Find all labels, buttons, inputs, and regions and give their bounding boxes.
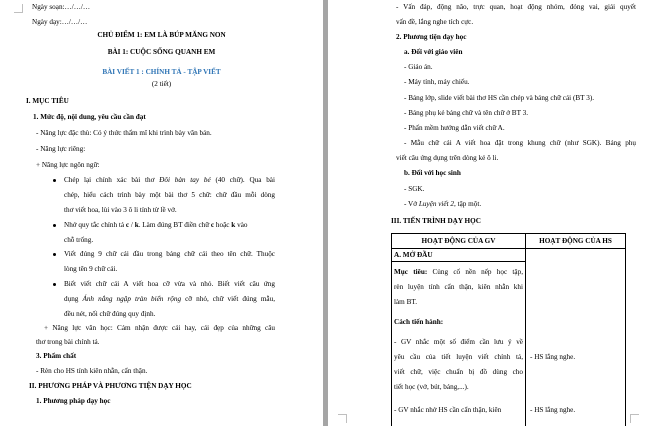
- hs-response-1: - HS lắng nghe.: [530, 353, 576, 361]
- so-tiet: (2 tiết): [151, 80, 172, 88]
- bullet-dot: [53, 179, 56, 182]
- gv-item-3: - Bảng lớp, slide viết bài thơ HS cần chép và bảng chữ cái (BT 3).: [404, 94, 595, 102]
- lesson-plan-table: [391, 233, 626, 426]
- gv-step-1-line-3: viết chữ, việc chuẩn bị đồ dùng cho: [394, 368, 523, 376]
- subsection-phuong-tien: 2. Phương tiện dạy học: [396, 33, 467, 41]
- bai-viet-title: BÀI VIẾT 1 : CHÍNH TẢ - TẬP VIẾT: [102, 68, 221, 76]
- bullet-1-line-2: chép, hiểu cách trình bày một bài thơ 5 chữ: chữ đầu mỗi dòng: [64, 191, 275, 199]
- muc-tieu-line-3: làm BT.: [394, 298, 418, 306]
- ren-luyen: - Rèn cho HS tính kiên nhẫn, cẩn thận.: [36, 367, 148, 375]
- ngay-soan: Ngày soạn:…/…/…: [32, 3, 91, 11]
- margin-corner-mark: [630, 414, 639, 423]
- bullet-2-line-1: Nhớ quy tắc chính tả c / k. Làm đúng BT điền chữ c hoặc k vào: [64, 221, 248, 229]
- nl-van-hoc-line-2: thơ trong bài chính tả.: [36, 338, 100, 346]
- hs-response-2: - HS lắng nghe.: [530, 406, 576, 414]
- subsection-pham-chat: 3. Phẩm chất: [36, 352, 77, 360]
- chu-diem-title: CHỦ ĐIỂM 1: EM LÀ BÚP MĂNG NON: [97, 31, 226, 39]
- header-hs: HOẠT ĐỘNG CỦA HS: [526, 234, 626, 249]
- margin-corner-mark: [14, 4, 23, 13]
- section-ii: II. PHƯƠNG PHÁP VÀ PHƯƠNG TIỆN DẠY HỌC: [29, 382, 192, 390]
- gv-item-5: - Phấn mềm hướng dẫn viết chữ A.: [404, 124, 505, 132]
- hs-item-2: - Vở Luyện viết 2, tập một.: [404, 200, 482, 208]
- hs-activity-cell: [526, 249, 626, 426]
- gv-step-2-line-1: - GV nhắc nhở HS cần cẩn thận, kiên: [394, 406, 502, 414]
- ngay-day: Ngày dạy:…/…/…: [32, 18, 88, 26]
- gv-step-1-line-4: tiết học (vở, bút, bảng,...).: [394, 383, 469, 391]
- nl-dac-thu: - Năng lực đặc thù: Có ý thức thẩm mĩ khi trình bày văn bản.: [36, 129, 212, 137]
- muc-tieu-line-1: Mục tiêu: Củng cố nền nếp học tập,: [394, 268, 523, 276]
- bullet-1-line-3: thơ viết hoa, lùi vào 3 ô li tính từ lề vở.: [64, 206, 177, 214]
- subsection-muc-do: 1. Mức độ, nội dung, yêu cầu cần đạt: [33, 113, 146, 121]
- gv-item-1: - Giáo án.: [404, 63, 433, 71]
- bullet-2-line-2: chỗ trống.: [64, 236, 94, 244]
- bullet-4-line-3: đều nét, nối chữ đúng quy định.: [64, 310, 156, 318]
- doi-voi-gv: a. Đối với giáo viên: [404, 48, 463, 56]
- right-page: [328, 0, 650, 426]
- left-page: [0, 0, 323, 426]
- nl-van-hoc-line-1: + Năng lực văn học: Cảm nhận được cái hay, cái đẹp của những câu: [44, 324, 275, 332]
- bullet-4-line-2: dụng Ánh nắng ngập tràn biển rộng cỡ nhỏ, chữ viết đúng mẫu,: [64, 295, 276, 303]
- bullet-dot: [53, 283, 56, 286]
- gv-activity-cell: [392, 249, 526, 426]
- bullet-3-line-2: lòng tên 9 chữ cái.: [64, 265, 118, 273]
- muc-tieu-line-2: rèn luyện tính cẩn thận, kiên nhẫn khi: [394, 283, 523, 291]
- header-gv: HOẠT ĐỘNG CỦA GV: [392, 234, 526, 249]
- bullet-1-line-1: Chép lại chính xác bài thơ Đôi bàn tay bé (40 chữ). Qua bài: [64, 176, 275, 184]
- gv-item-6-line-1: - Mẫu chữ cái A viết hoa đặt trong khung chữ (như SGK). Bảng phụ: [404, 139, 636, 147]
- hs-item-1: - SGK.: [404, 185, 425, 193]
- bullet-dot: [53, 224, 56, 227]
- gv-item-2: - Máy tính, máy chiếu.: [404, 78, 470, 86]
- gv-step-1-line-1: - GV nhắc một số điểm cần lưu ý về: [394, 338, 523, 346]
- gv-item-6-line-2: viết câu ứng dụng trên dòng kẻ ô li.: [396, 154, 499, 162]
- bai-title: BÀI 1: CUỘC SỐNG QUANH EM: [107, 48, 216, 56]
- subsection-pp: 1. Phương pháp dạy học: [36, 397, 111, 405]
- bullet-3-line-1: Viết đúng 9 chữ cái đầu trong bảng chữ cái theo tên chữ. Thuộc: [64, 250, 275, 258]
- doi-voi-hs: b. Đối với học sinh: [404, 169, 461, 177]
- cach-tien-hanh: Cách tiến hành:: [394, 318, 444, 326]
- nl-ngon-ngu: + Năng lực ngôn ngữ:: [36, 161, 100, 169]
- bullet-4-line-1: Biết viết chữ cái A viết hoa cỡ vừa và nhỏ. Biết viết câu ứng: [64, 280, 275, 288]
- section-iii: III. TIẾN TRÌNH DẠY HỌC: [391, 217, 481, 225]
- margin-corner-mark: [338, 414, 347, 423]
- mo-dau-title: A. MỞ ĐẦU: [394, 251, 433, 259]
- pp-line-1: - Vấn đáp, động não, trực quan, hoạt động nhóm, đóng vai, giải quyết: [396, 3, 636, 11]
- nl-rieng: - Năng lực riêng:: [36, 145, 86, 153]
- pp-line-2: vấn đề, lắng nghe tích cực.: [396, 18, 474, 26]
- bullet-dot: [53, 253, 56, 256]
- section-muc-tieu: I. MỤC TIÊU: [26, 97, 69, 105]
- gv-step-1-line-2: yêu cầu của tiết luyện viết chính tả,: [394, 353, 523, 361]
- gv-item-4: - Bảng phụ kẻ bảng chữ và tên chữ ở BT 3.: [404, 109, 529, 117]
